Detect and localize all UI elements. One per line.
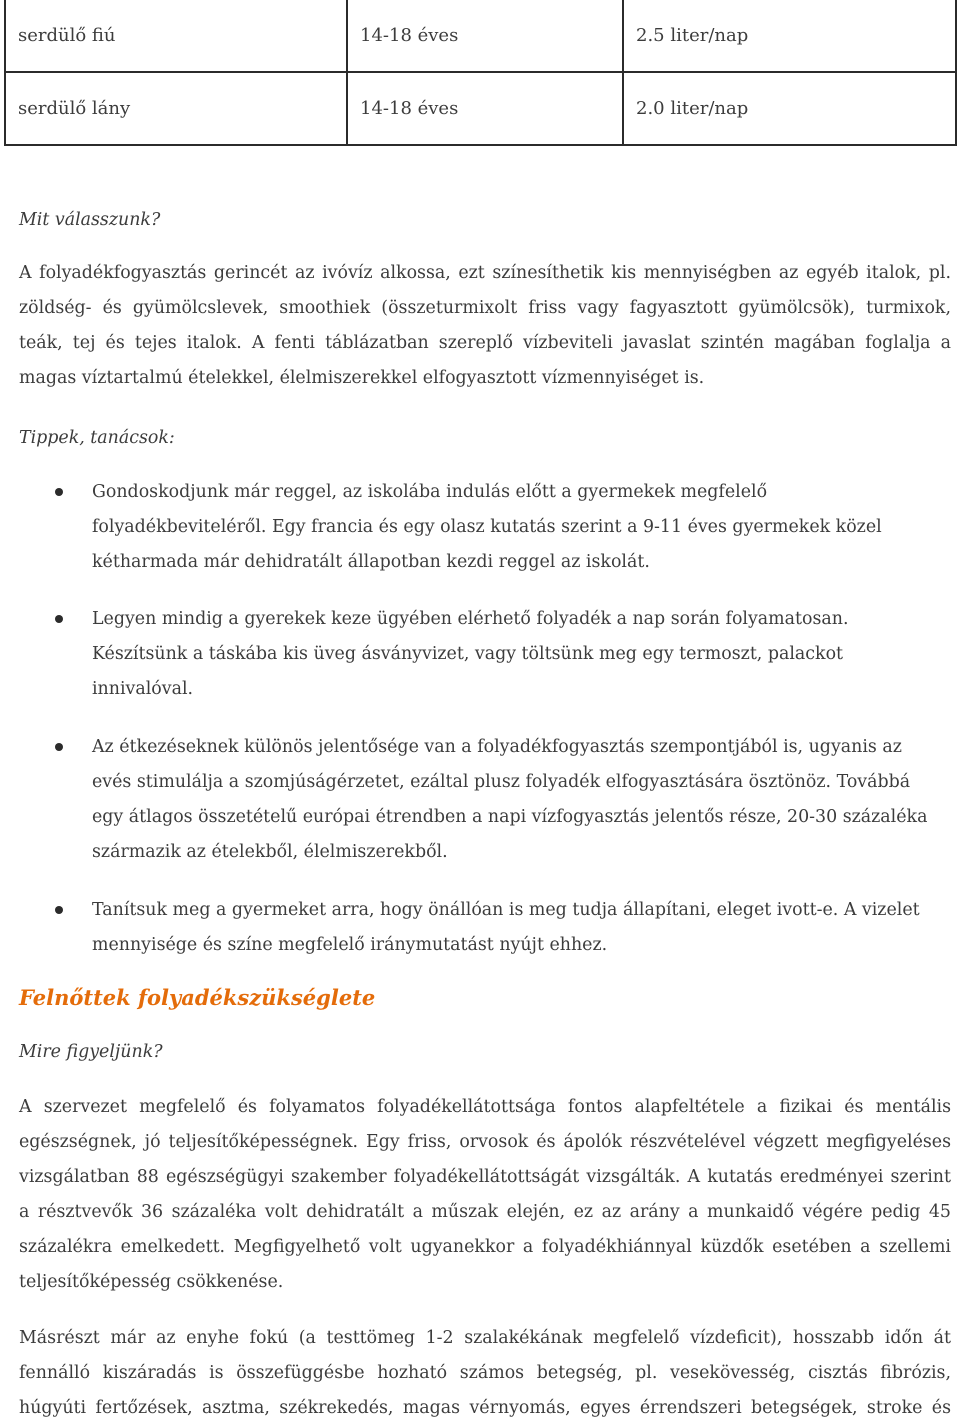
adult-question: Mire figyeljünk? [19, 1042, 163, 1062]
tip-line: Gondoskodjunk már reggel, az iskolába indulás előtt a gyermekek megfelelő [92, 482, 768, 502]
tip-line: egy átlagos összetételű európai étrendben a napi vízfogyasztás jelentős része, 20-30 százaléka [92, 807, 928, 827]
paragraph-line: fennálló kiszáradás is összefüggésbe hozható számos betegség, pl. vesekövesség, cisztás fibrózis, [19, 1363, 951, 1383]
tip-line: kétharmada már dehidratált állapotban kezdi reggel az iskolát. [92, 552, 650, 572]
tip-line: Készítsünk a táskába kis üveg ásványvizet, vagy töltsünk meg egy termoszt, palackot [92, 644, 844, 664]
table-cell: serdülő lány [5, 72, 347, 145]
paragraph-line: Másrészt már az enyhe fokú (a testtömeg 1-2 szalakékának megfelelő vízdeficit), hosszabb időn át [19, 1328, 951, 1348]
tip-line: Az étkezéseknek különös jelentősége van a folyadékfogyasztás szempontjából is, ugyanis az [92, 737, 902, 757]
table-cell: 14-18 éves [347, 0, 623, 72]
tip-line: Tanítsuk meg a gyermeket arra, hogy önállóan is meg tudja állapítani, eleget ivott-e. A vizelet [92, 900, 920, 920]
paragraph-line: vizsgálatban 88 egészségügyi szakember folyadékellátottságát vizsgálták. A kutatás eredményei szerint [19, 1167, 951, 1187]
table-row [5, 72, 956, 145]
table-row [5, 0, 956, 72]
paragraph-line: egészségnek, jó teljesítőképességnek. Egy friss, orvosok és ápolók részvételével végzett megfigyeléses [19, 1132, 951, 1152]
adult-section-heading: Felnőttek folyadékszükséglete [19, 985, 376, 1010]
paragraph-line: húgyúti fertőzések, asztma, székrekedés, magas vérnyomás, egyes érrendszeri betegségek, stroke és [19, 1398, 951, 1418]
paragraph-dehydration [19, 1321, 951, 1426]
paragraph-line: A szervezet megfelelő és folyamatos folyadékellátottsága fontos alapfeltétele a fizikai és mentális [19, 1097, 951, 1117]
paragraph-line: magas víztartalmú ételekkel, élelmiszerekkel elfogyasztott vízmennyiséget is. [19, 368, 705, 388]
bullet-icon [55, 906, 63, 914]
tip-line: folyadékbeviteléről. Egy francia és egy olasz kutatás szerint a 9-11 éves gyermekek közel [92, 517, 882, 537]
paragraph-adults [19, 1090, 951, 1300]
table-cell: 14-18 éves [347, 72, 623, 145]
paragraph-line: zöldség- és gyümölcslevek, smoothiek (összeturmixolt friss vagy fagyasztott gyümölcsök), turmixok, [19, 298, 951, 318]
paragraph-line: a résztvevők 36 százaléka volt dehidratált a műszak elején, ez az arány a munkaidő végére pedig 45 [19, 1202, 951, 1222]
paragraph-intro [19, 256, 951, 396]
tip-line: Legyen mindig a gyerekek keze ügyében elérhető folyadék a nap során folyamatosan. [92, 609, 849, 629]
paragraph-line: teljesítőképesség csökkenése. [19, 1272, 284, 1292]
fluid-intake-table [4, 0, 957, 146]
paragraph-line: százalékra emelkedett. Megfigyelhető volt ugyanekkor a folyadékhiánnyal küzdők esetében a szellemi [19, 1237, 951, 1257]
table-cell: serdülő fiú [5, 0, 347, 72]
tip-line: innivalóval. [92, 679, 194, 699]
tip-line: mennyisége és színe megfelelő iránymutatást nyújt ehhez. [92, 935, 608, 955]
bullet-icon [55, 615, 63, 623]
bullet-icon [55, 488, 63, 496]
bullet-icon [55, 743, 63, 751]
paragraph-line: teák, tej és tejes italok. A fenti táblázatban szereplő vízbeviteli javaslat szintén magában foglalja a [19, 333, 951, 353]
table-cell: 2.0 liter/nap [623, 72, 956, 145]
tips-heading: Tippek, tanácsok: [19, 428, 175, 448]
section-question: Mit válasszunk? [19, 210, 161, 230]
paragraph-line: A folyadékfogyasztás gerincét az ivóvíz alkossa, ezt színesíthetik kis mennyiségben az egyéb italok, pl. [19, 263, 951, 283]
tip-line: evés stimulálja a szomjúságérzetet, ezáltal plusz folyadék elfogyasztására ösztönöz. Továbbá [92, 772, 911, 792]
table-cell: 2.5 liter/nap [623, 0, 956, 72]
tip-line: származik az ételekből, élelmiszerekből. [92, 842, 448, 862]
